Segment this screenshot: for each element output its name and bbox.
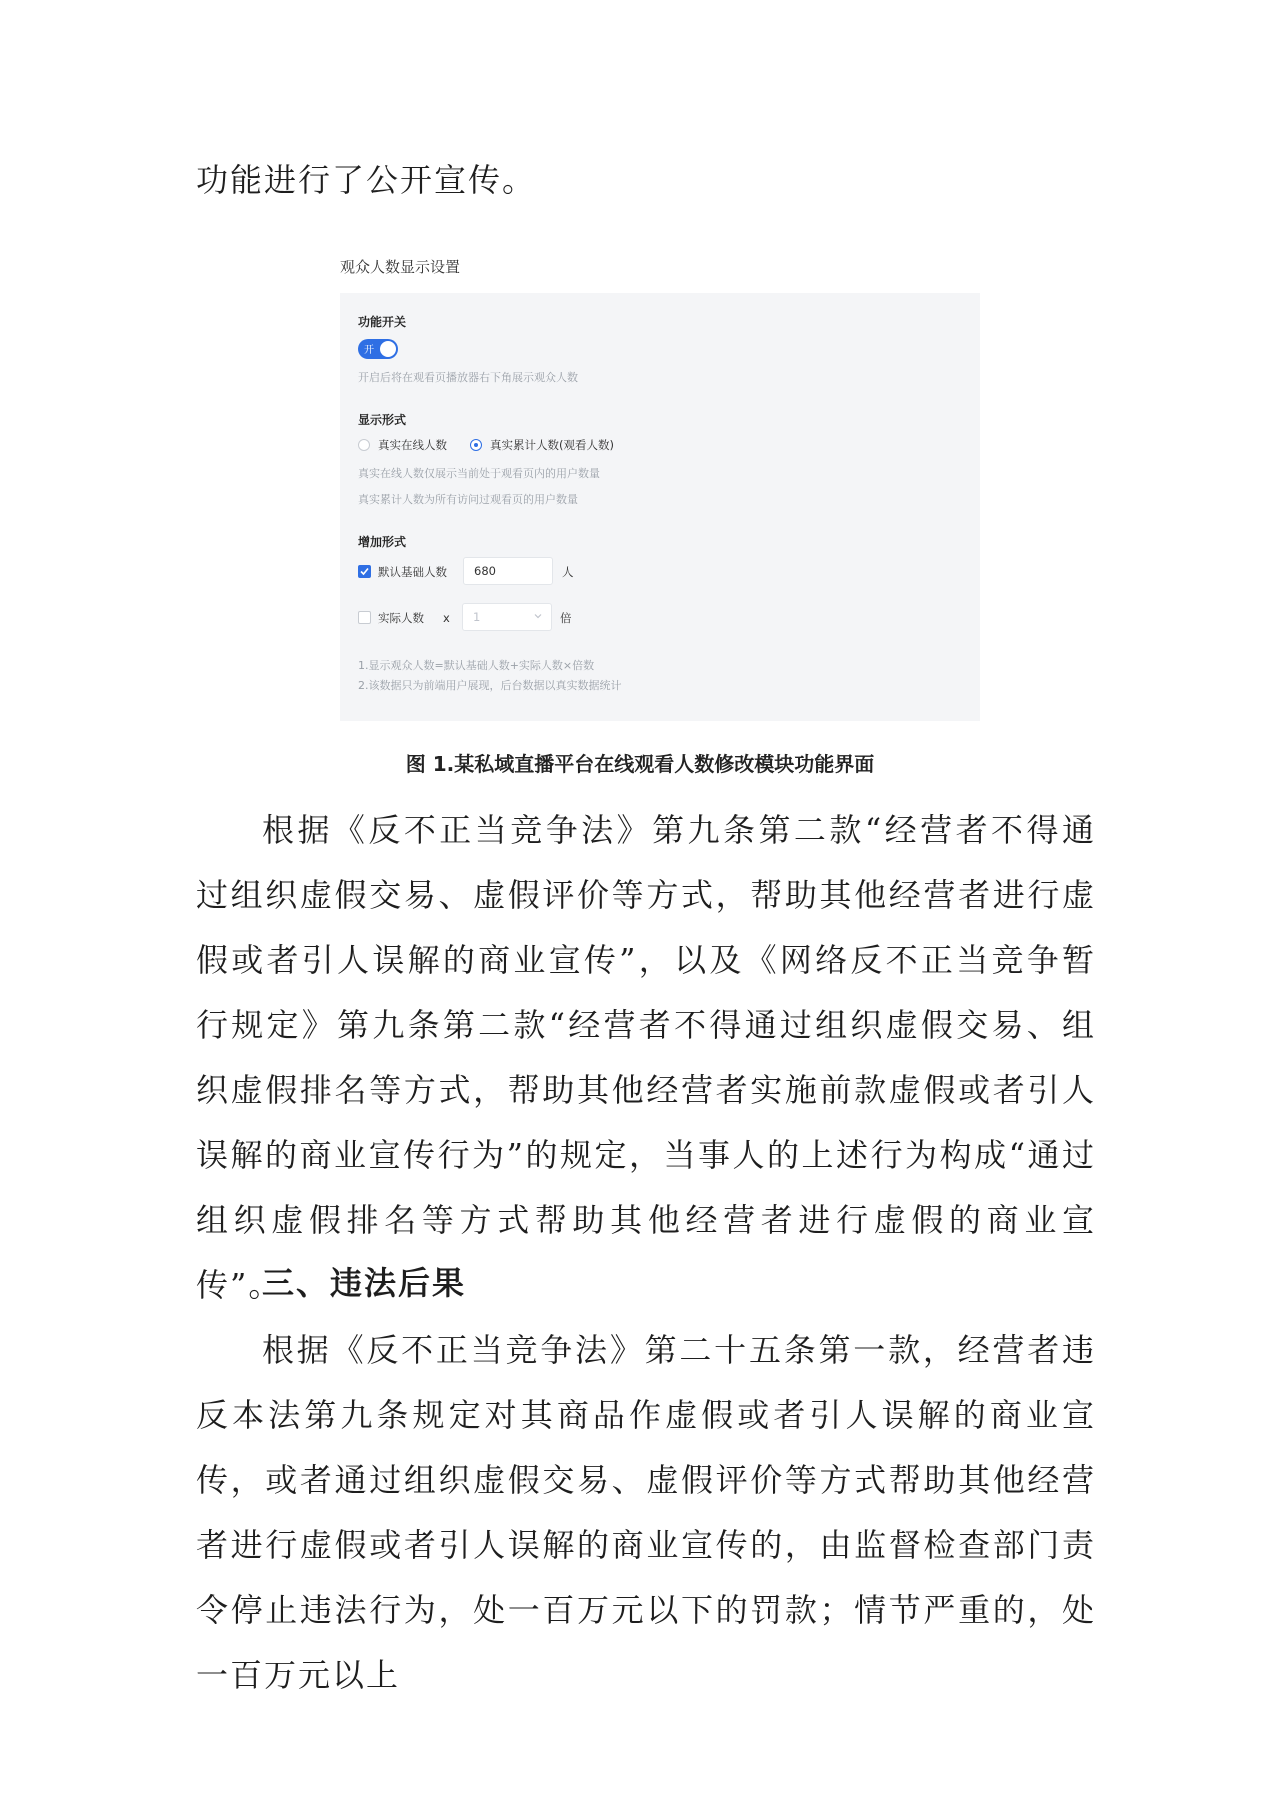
- multiplier-select[interactable]: [462, 603, 552, 631]
- actual-count-checkbox[interactable]: [358, 611, 371, 624]
- paragraph-2: 根据《反不正当竞争法》第二十五条第一款，经营者违反本法第九条规定对其商品作虚假或者引人误解的商业宣传，或者通过组织虚假交易、虚假评价等方式帮助其他经营者进行虚假或者引人误解的商业宣传的，由监督检查部门责令停止违法行为，处一百万元以下的罚款；情节严重的，处一百万元以上: [196, 1331, 1096, 1694]
- figure-caption: 图 1.某私域直播平台在线观看人数修改模块功能界面: [405, 752, 875, 776]
- screenshot-title: 观众人数显示设置: [340, 258, 461, 276]
- note-line-2: 2.该数据只为前端用户展现，后台数据以真实数据统计: [358, 679, 622, 692]
- chevron-down-icon: [533, 611, 543, 621]
- base-count-unit: 人: [562, 565, 574, 579]
- radio-online[interactable]: [358, 439, 370, 451]
- viewer-count-settings-panel: [340, 293, 980, 721]
- toggle-label: 开: [364, 345, 374, 356]
- check-icon: [360, 567, 369, 576]
- note-line-1: 1.显示观众人数=默认基础人数+实际人数×倍数: [358, 659, 595, 672]
- multiplier-value: 1: [473, 610, 481, 624]
- display-mode-title: 显示形式: [358, 413, 407, 427]
- multiply-sign: x: [443, 611, 450, 625]
- radio-cumulative[interactable]: [470, 439, 482, 451]
- base-count-label: 默认基础人数: [378, 565, 447, 579]
- intro-line: 功能进行了公开宣传。: [196, 161, 537, 199]
- display-mode-hint-cumulative: 真实累计人数为所有访问过观看页的用户数量: [358, 493, 578, 506]
- increase-mode-title: 增加形式: [358, 535, 407, 549]
- base-count-input[interactable]: 680: [463, 557, 553, 585]
- display-mode-hint-online: 真实在线人数仅展示当前处于观看页内的用户数量: [358, 467, 600, 480]
- section-heading: 三、违法后果: [262, 1264, 467, 1302]
- radio-online-label: 真实在线人数: [378, 438, 447, 452]
- toggle-knob: [380, 341, 396, 357]
- base-count-checkbox[interactable]: [358, 565, 371, 578]
- feature-switch-title: 功能开关: [358, 315, 407, 329]
- actual-count-label: 实际人数: [378, 611, 424, 625]
- feature-switch-hint: 开启后将在观看页播放器右下角展示观众人数: [358, 371, 578, 384]
- multiplier-unit: 倍: [560, 611, 572, 625]
- paragraph-1: 根据《反不正当竞争法》第九条第二款“经营者不得通过组织虚假交易、虚假评价等方式，帮助其他经营者进行虚假或者引人误解的商业宣传”，以及《网络反不正当竞争暂行规定》第九条第二款“经营者不得通过组织虚假交易、组织虚假排名等方式，帮助其他经营者实施前款虚假或者引人误解的商业宣传行为”的规定，当事人的上述行为构成“通过组织虚假排名等方式帮助其他经营者进行虚假的商业宣传”。: [196, 811, 1096, 1304]
- radio-cumulative-label: 真实累计人数(观看人数): [490, 438, 614, 452]
- feature-toggle[interactable]: [358, 339, 398, 359]
